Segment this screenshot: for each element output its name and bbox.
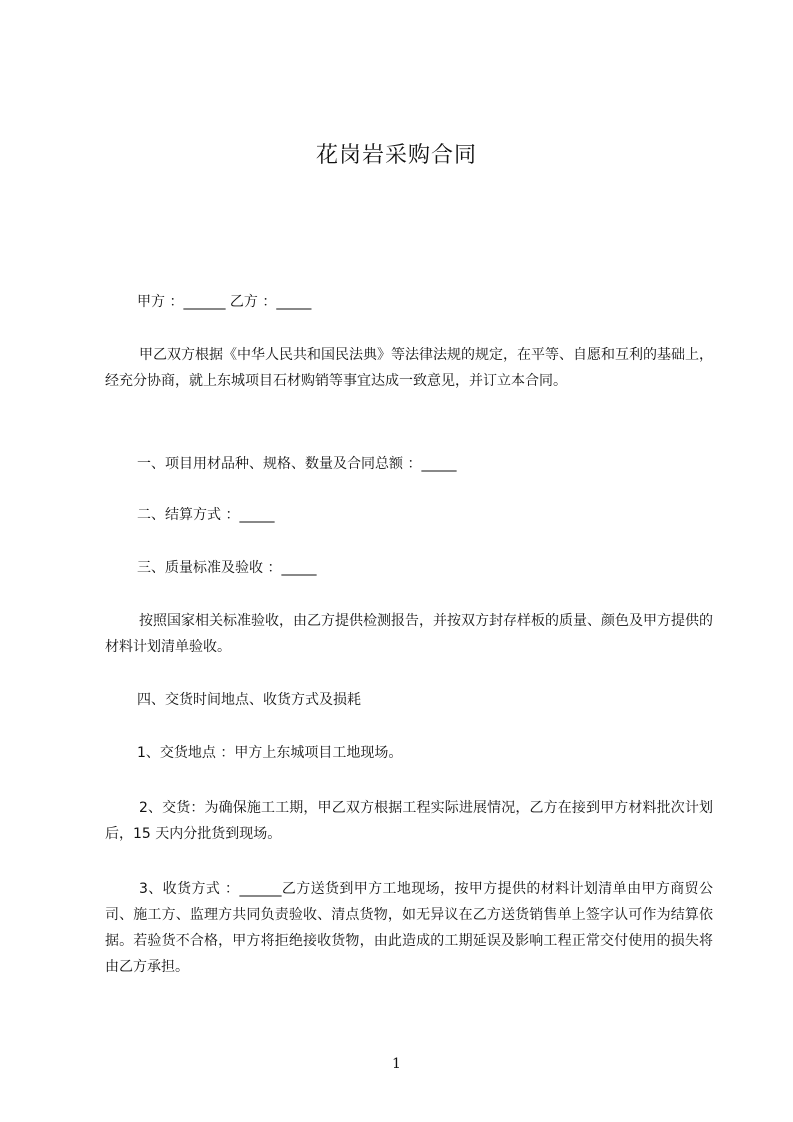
section-4-heading: 四、交货时间地点、收货方式及损耗	[137, 692, 361, 708]
section-1-heading: 一、项目用材品种、规格、数量及合同总额 ：_____	[137, 456, 457, 472]
section-3-heading: 三、质量标准及验收 ：_____	[137, 560, 317, 576]
section-2-heading: 二、结算方式 ：_____	[137, 507, 275, 523]
receiving-method-item: 3、收货方式 ：______乙方送货到甲方工地现场，按甲方提供的材料计划清单由甲方商贸公司、施工方、监理方共同负责验收、清点货物，如无异议在乙方送货销售单上签字认可作为结算依据。若验货不合格，甲方将拒绝接收货物，由此造成的工期延误及影响工程正常交付使用的损失将由乙方承担。	[105, 881, 713, 975]
page-number: 1	[392, 1056, 401, 1072]
document-title: 花岗岩采购合同	[315, 143, 477, 168]
section-3-body: 按照国家相关标准验收，由乙方提供检测报告，并按双方封存样板的质量、颜色及甲方提供的材料计划清单验收。	[105, 613, 713, 655]
parties-line: 甲方 ：______ 乙方 ：_____	[137, 294, 312, 310]
delivery-schedule-item: 2、交货：为确保施工工期，甲乙双方根据工程实际进展情况，乙方在接到甲方材料批次计划后，15 天内分批货到现场。	[105, 800, 713, 842]
delivery-location-item: 1、交货地点 ：甲方上东城项目工地现场。	[137, 745, 403, 761]
intro-paragraph: 甲乙双方根据《中华人民共和国民法典》等法律法规的规定，在平等、自愿和互利的基础上，经充分协商，就上东城项目石材购销等事宜达成一致意见，并订立本合同。	[105, 347, 713, 389]
